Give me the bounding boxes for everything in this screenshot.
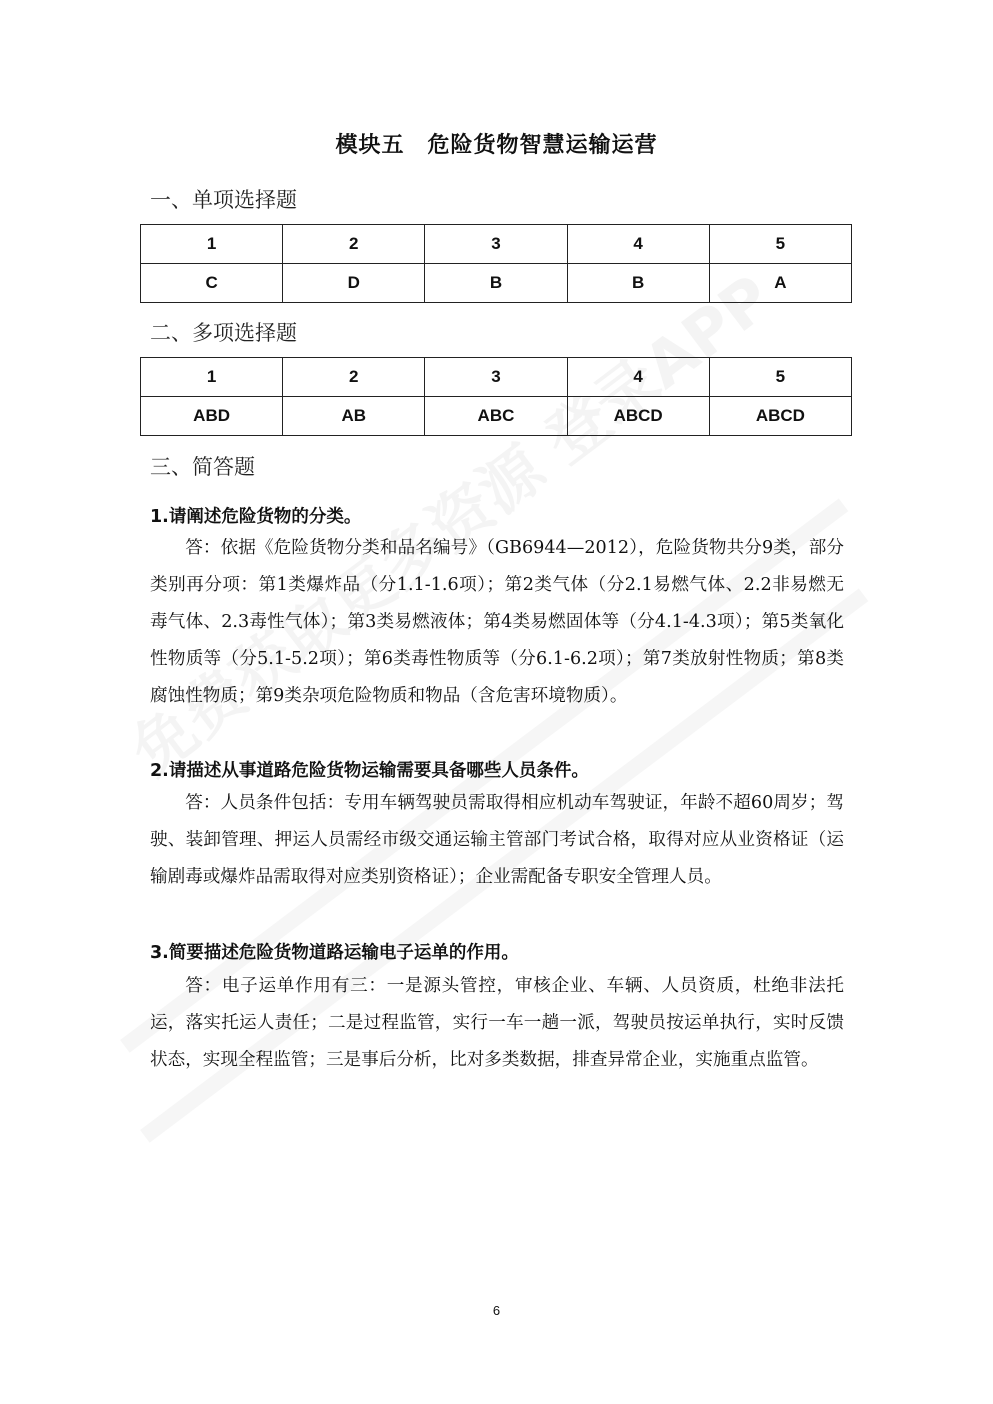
question-3: 3.简要描述危险货物道路运输电子运单的作用。: [150, 943, 519, 963]
table-cell: D: [283, 264, 425, 303]
question-2: 2.请描述从事道路危险货物运输需要具备哪些人员条件。: [150, 761, 589, 781]
section-heading-single-choice: 一、单项选择题: [150, 188, 297, 212]
table-cell: C: [141, 264, 283, 303]
table-row-numbers: [141, 358, 852, 397]
table-row-answers: [141, 397, 852, 436]
table-cell: ABCD: [709, 397, 851, 436]
section-heading-multiple-choice: 二、多项选择题: [150, 321, 297, 345]
table-cell: 5: [709, 358, 851, 397]
table-row-answers: [141, 264, 852, 303]
table-cell: 4: [567, 225, 709, 264]
section-heading-short-answer: 三、简答题: [150, 455, 255, 479]
table-cell: ABD: [141, 397, 283, 436]
page-title: 模块五 危险货物智慧运输运营: [335, 133, 658, 158]
multiple-choice-answer-table: [140, 357, 852, 436]
table-cell: 2: [283, 225, 425, 264]
table-cell: 5: [709, 225, 851, 264]
answer-3: 答：电子运单作用有三：一是源头管控，审核企业、车辆、人员资质，杜绝非法托运，落实托运人责任；二是过程监管，实行一车一趟一派，驾驶员按运单执行，实时反馈状态，实现全程监管；三是事后分析，比对多类数据，排查异常企业，实施重点监管。: [150, 976, 844, 1070]
table-cell: 2: [283, 358, 425, 397]
table-cell: A: [709, 264, 851, 303]
question-1: 1.请阐述危险货物的分类。: [150, 507, 362, 527]
answer-2: 答：人员条件包括：专用车辆驾驶员需取得相应机动车驾驶证，年龄不超60周岁；驾驶、装卸管理、押运人员需经市级交通运输主管部门考试合格，取得对应从业资格证（运输剧毒或爆炸品需取得对应类别资格证）；企业需配备专职安全管理人员。: [150, 793, 844, 887]
table-cell: B: [567, 264, 709, 303]
table-cell: 3: [425, 225, 567, 264]
table-cell: ABC: [425, 397, 567, 436]
table-cell: ABCD: [567, 397, 709, 436]
page-number: 6: [492, 1303, 501, 1318]
single-choice-answer-table: [140, 224, 852, 303]
table-cell: AB: [283, 397, 425, 436]
table-cell: 3: [425, 358, 567, 397]
answer-1: 答：依据《危险货物分类和品名编号》（GB6944—2012），危险货物共分9类，部分类别再分项：第1类爆炸品（分1.1-1.6项）；第2类气体（分2.1易燃气体、2.2非易燃无毒气体、2.3毒性气体）；第3类易燃液体；第4类易燃固体等（分4.1-4.3项）；第5类氧化性物质等（分5.1-5.2项）；第6类毒性物质等（分6.1-6.2项）；第7类放射性物质；第8类腐蚀性物质；第9类杂项危险物质和物品（含危害环境物质）。: [150, 538, 844, 706]
table-cell: 1: [141, 225, 283, 264]
table-row-numbers: [141, 225, 852, 264]
table-cell: B: [425, 264, 567, 303]
table-cell: 1: [141, 358, 283, 397]
table-cell: 4: [567, 358, 709, 397]
